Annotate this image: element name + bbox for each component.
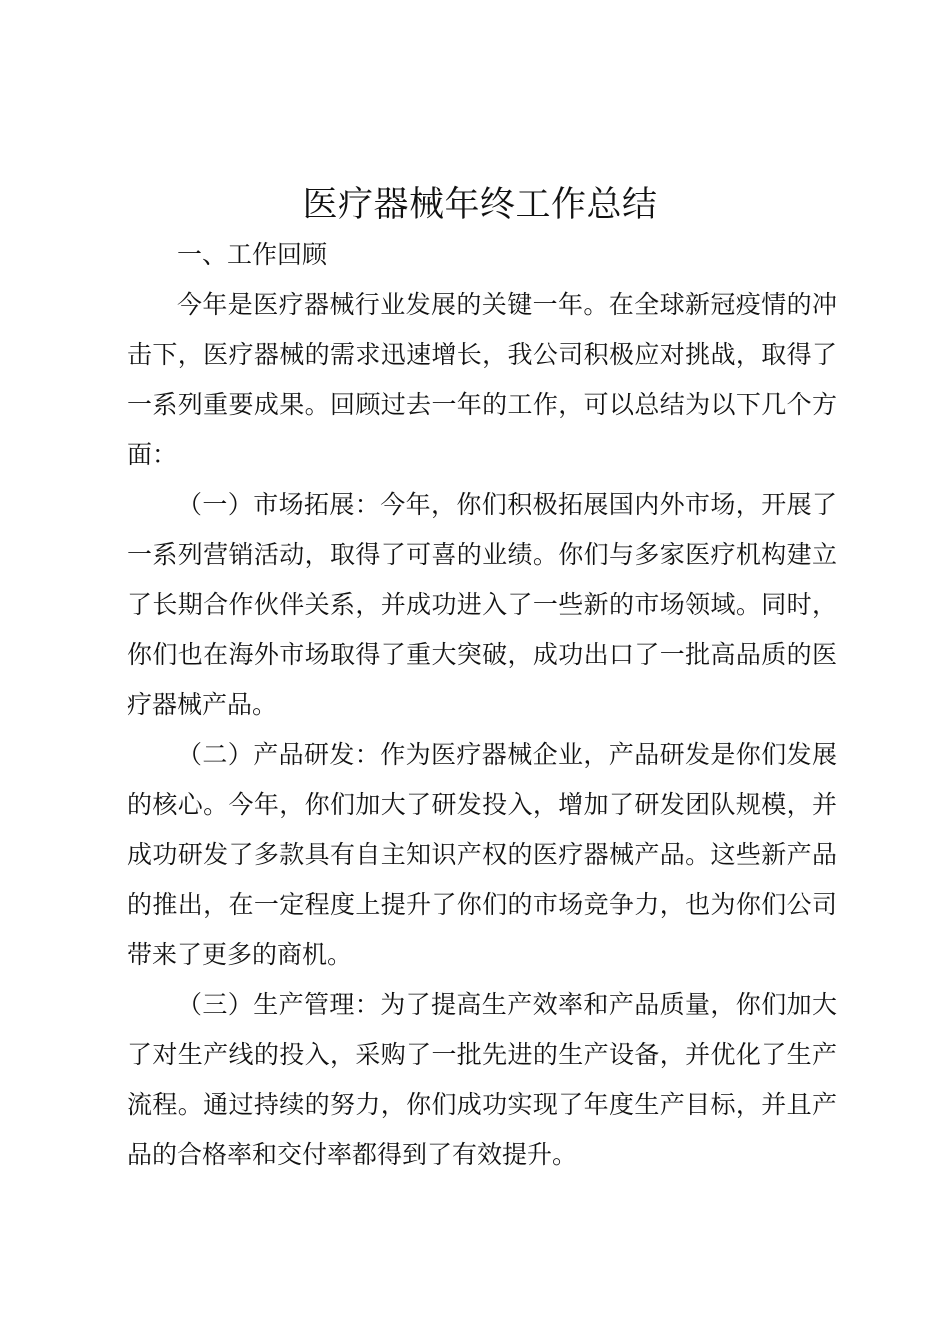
document-title: 医疗器械年终工作总结 [302, 185, 658, 225]
paragraph-market-expansion: （一）市场拓展：今年，你们积极拓展国内外市场，开展了一系列营销活动，取得了可喜的业绩。你们与多家医疗机构建立了长期合作伙伴关系，并成功进入了一些新的市场领域。同时，你们也在海外市场取得了重大突破，成功出口了一批高品质的医疗器械产品。 [127, 490, 837, 719]
paragraph-production-management: （三）生产管理：为了提高生产效率和产品质量，你们加大了对生产线的投入，采购了一批先进的生产设备，并优化了生产流程。通过持续的努力，你们成功实现了年度生产目标，并且产品的合格率和交付率都得到了有效提升。 [127, 990, 837, 1169]
document-body [127, 230, 837, 1180]
paragraph-intro: 今年是医疗器械行业发展的关键一年。在全球新冠疫情的冲击下，医疗器械的需求迅速增长，我公司积极应对挑战，取得了一系列重要成果。回顾过去一年的工作，可以总结为以下几个方面： [127, 290, 837, 469]
section-heading: 一、工作回顾 [177, 240, 328, 269]
paragraph-product-rnd: （二）产品研发：作为医疗器械企业，产品研发是你们发展的核心。今年，你们加大了研发投入，增加了研发团队规模，并成功研发了多款具有自主知识产权的医疗器械产品。这些新产品的推出，在一定程度上提升了你们的市场竞争力，也为你们公司带来了更多的商机。 [127, 740, 837, 969]
